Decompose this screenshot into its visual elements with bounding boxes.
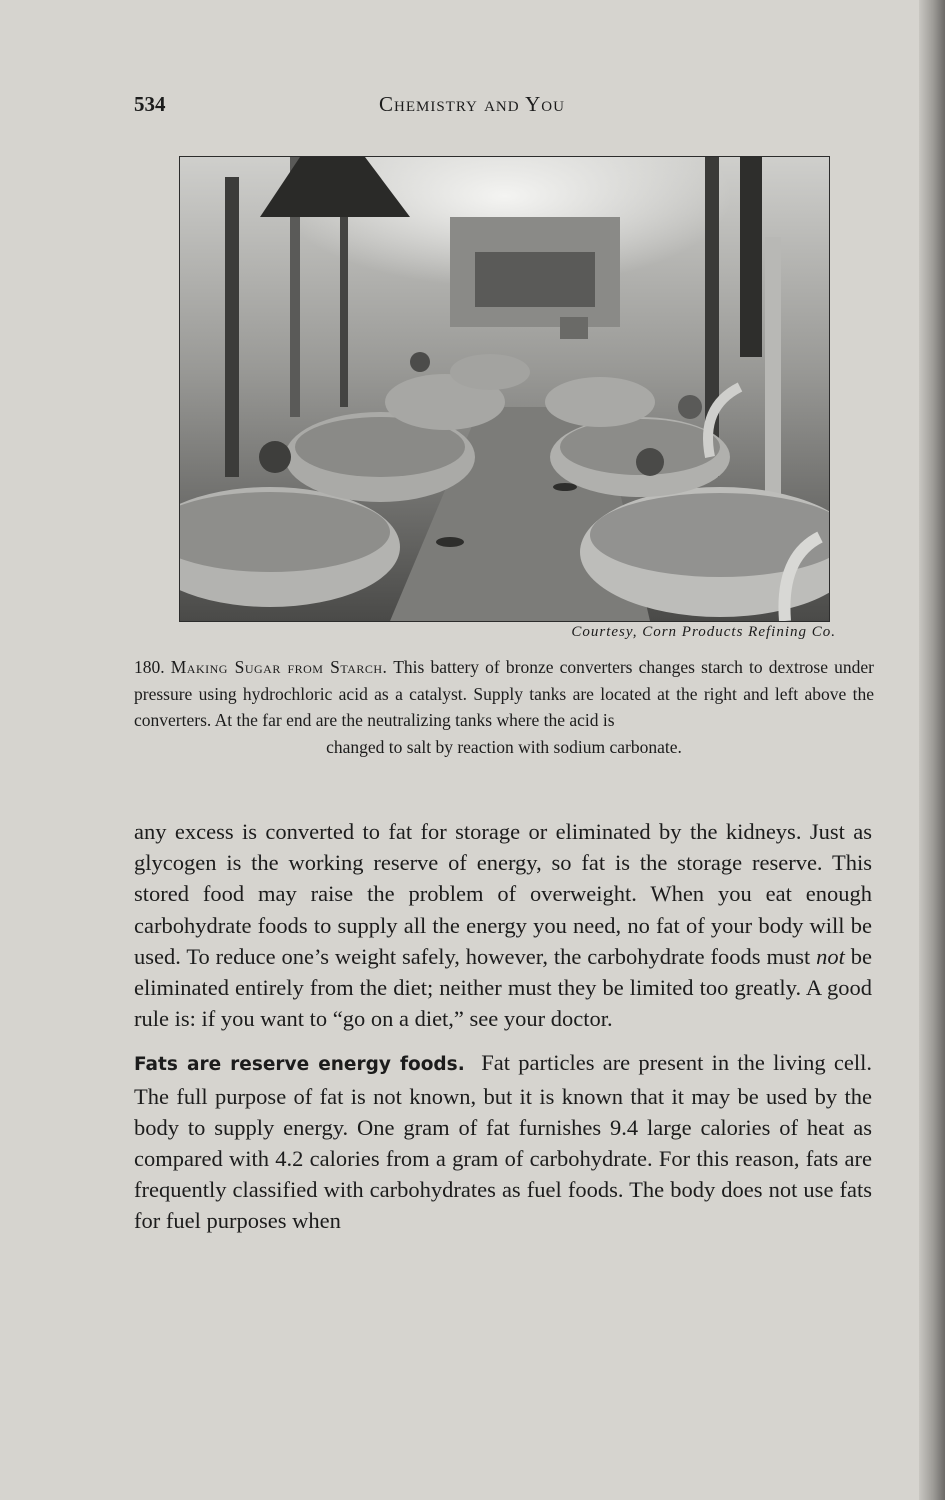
page-edge-shadow [919,0,945,1500]
page-header [134,92,874,122]
paragraph-text: Fat particles are present in the living cell. The full purpose of fat is not known, but it is known that it may be used by the body to supply energy. One gram of fat furnishes 9.4 large calories of heat as compared with 4.2 calories from a gram of carbohydrate. For this reason, fats are frequently classified with carbohydrates as fuel foods. The body does not use fats for fuel purposes when [134,1050,872,1234]
converter-room-illustration [180,157,829,621]
handwheel [553,483,577,491]
figure-number: 180. [134,657,165,677]
control-box [560,317,588,339]
caption-text: This battery of bronze converters changes starch to dextrose under pressure using hydrochloric acid as a catalyst. Supply tanks are located at the right and left above the converters. At the far end are the neutralizing tanks where the acid is [134,657,874,730]
photo-credit: Courtesy, Corn Products Refining Co. [571,624,836,640]
valve [410,352,430,372]
paragraph-text: be eliminated entirely from the diet; neither must they be limited too greatly. A good rule is: if you want to “go on a diet,” see your doctor. [134,943,872,1032]
paragraph [134,1047,872,1236]
converter-tank [450,354,530,390]
figure-caption [134,654,874,760]
emphasis-text: not [816,943,845,969]
valve [636,448,664,476]
caption-last-line: changed to salt by reaction with sodium carbonate. [326,736,682,757]
figure-title: Making Sugar from Starch. [170,657,388,677]
body-text [134,816,872,1237]
supply-tank-column [740,157,762,357]
paragraph [134,816,872,1034]
pipe [225,177,239,477]
handwheel [436,537,464,547]
valve [678,395,702,419]
section-side-head: Fats are reserve energy foods. [134,1054,465,1076]
converter-tank [545,377,655,427]
paragraph-text: any excess is converted to fat for storage or eliminated by the kidneys. Just as glycogen is the working reserve of energy, so fat is the storage reserve. This stored food may raise the problem of overweight. When you eat enough carbohydrate foods to supply all the energy you need, no fat of your body will be used. To reduce one’s weight safely, however, the carbohydrate foods must [134,819,872,969]
page-number: 534 [134,92,166,116]
valve [259,441,291,473]
running-head: Chemistry and You [379,92,565,116]
neutralizing-tanks [475,252,595,307]
factory-photo [179,156,830,622]
pipe [765,237,781,517]
